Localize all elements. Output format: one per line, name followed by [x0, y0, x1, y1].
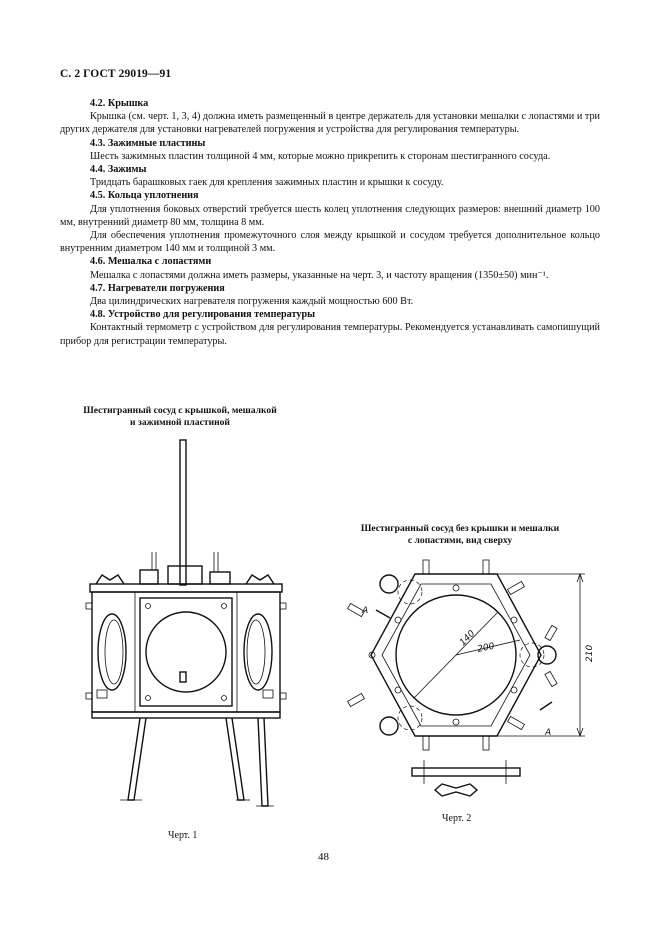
section-paragraph: Тридцать барашковых гаек для крепления зажимных пластин и крышки к сосуду. [90, 177, 444, 189]
section-paragraph: Мешалка с лопастями должна иметь размеры, указанные на черт. 3, и частоту вращения (1350±50) мин⁻¹. [90, 269, 549, 281]
figure2-caption-line: с лопастями, вид сверху [407, 535, 513, 546]
section-paragraph: Шесть зажимных пластин толщиной 4 мм, которые можно прикрепить к сторонам шестигранного сосуда. [90, 150, 551, 162]
figure2-label: Черт. 2 [442, 813, 472, 824]
section-paragraph: Крышка (см. черт. 1, 3, 4) должна иметь размещенный в центре держатель для установки мешалки с лопастями и три других держателя для установки нагревателей погружения и устройства для регулирования температуры. [60, 111, 600, 136]
figure1-label: Черт. 1 [168, 830, 198, 841]
section-paragraph: Контактный термометр с устройством для регулирования температуры. Рекомендуется устанавливать самопишущий прибор для регистрации температуры. [60, 322, 600, 347]
section-heading: 4.2. Крышка [90, 98, 149, 109]
section-heading: 4.5. Кольца уплотнения [90, 190, 199, 202]
figure1-caption-line: Шестигранный сосуд с крышкой, мешалкой [83, 405, 277, 416]
dimension-210: 210 [585, 644, 595, 662]
dimension-140: 140 [458, 628, 478, 649]
figure2-caption-line: Шестигранный сосуд без крышки и мешалки [360, 523, 560, 534]
section-paragraph: Для уплотнения боковых отверстий требуется шесть колец уплотнения следующих размеров: внешний диаметр 100 мм, внутренний диаметр 80 мм, толщина 8 мм. [60, 203, 600, 228]
section-heading: 4.8. Устройство для регулирования температуры [90, 309, 316, 321]
page-header: С. 2 ГОСТ 29019—91 [60, 68, 172, 80]
section-heading: 4.4. Зажимы [90, 164, 147, 176]
page-number: 48 [318, 851, 329, 863]
section-heading: 4.6. Мешалка с лопастями [90, 256, 212, 268]
section-paragraph: Два цилиндрических нагревателя погружения каждый мощностью 600 Вт. [90, 296, 414, 308]
section-mark-a-right: А [545, 728, 552, 738]
section-heading: 4.3. Зажимные пластины [90, 137, 206, 149]
section-heading: 4.7. Нагреватели погружения [90, 282, 225, 294]
figure1-caption-line: и зажимной пластиной [130, 417, 230, 428]
section-paragraph: Для обеспечения уплотнения промежуточного слоя между крышкой и сосудом требуется дополнительное кольцо внутренним диаметром 140 мм и толщиной 3 мм. [60, 230, 600, 255]
section-mark-a-left: А [362, 606, 369, 616]
dimension-200: 200 [476, 641, 496, 655]
